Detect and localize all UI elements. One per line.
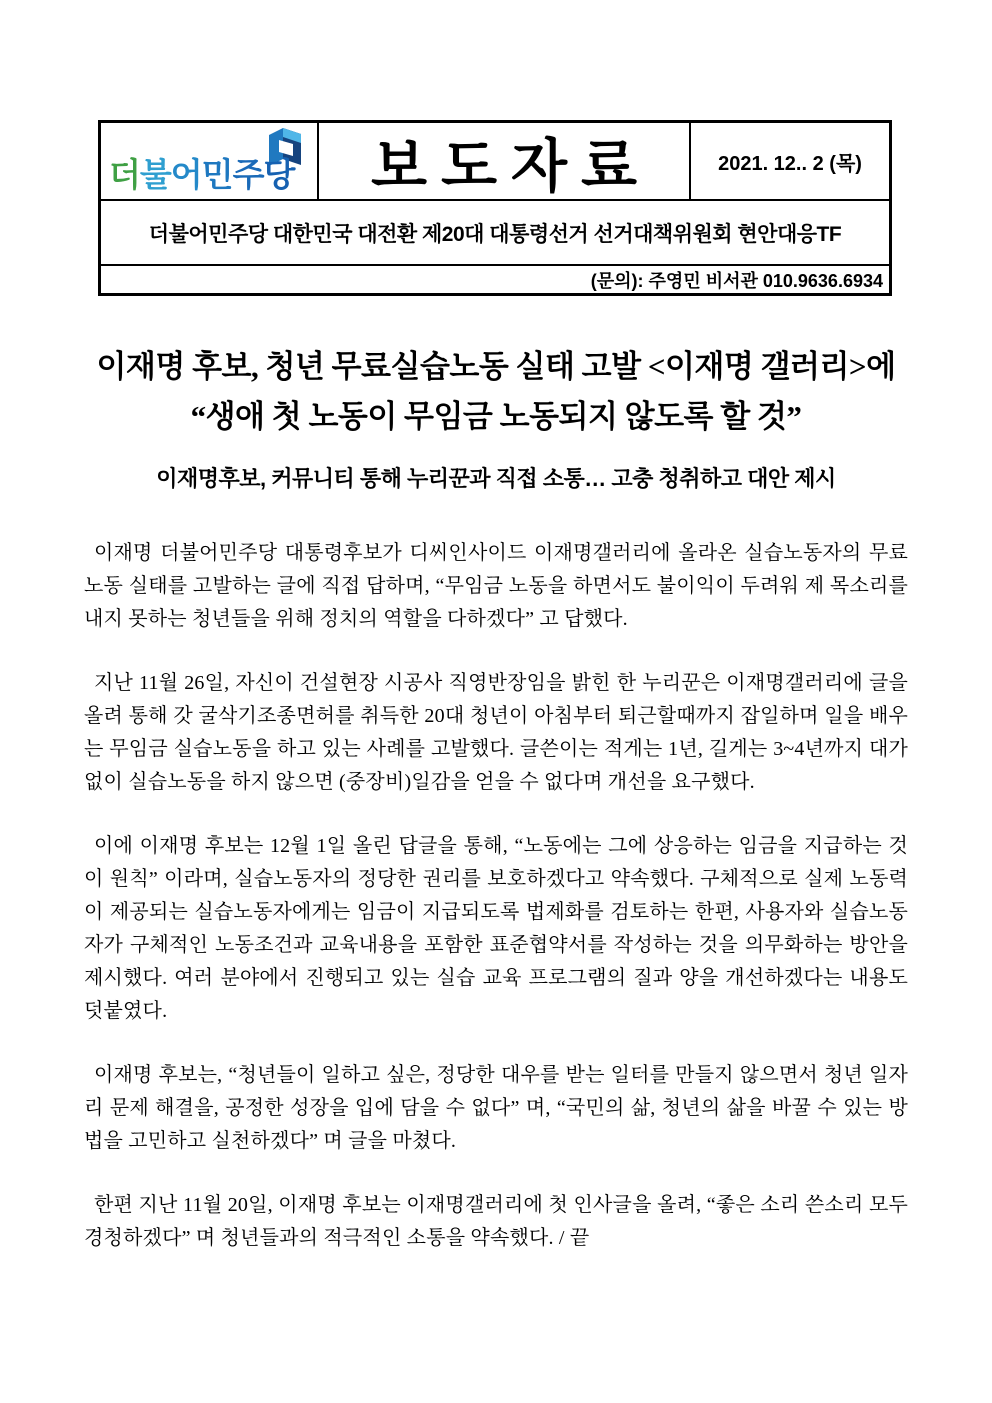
subheadline: 이재명후보, 커뮤니티 통해 누리꾼과 직접 소통… 고충 청취하고 대안 제시	[156, 466, 836, 491]
logo-char: 어	[170, 156, 202, 193]
press-release-title: 보도자료	[319, 123, 691, 199]
logo-char: 당	[263, 156, 295, 193]
logo-char: 더	[109, 156, 140, 193]
release-date: 2021. 12.. 2 (목)	[718, 152, 862, 175]
body-paragraph: 이재명 후보는, “청년들이 일하고 싶은, 정당한 대우를 받는 일터를 만들지 않으면서 청년 일자리 문제 해결을, 공정한 성장을 입에 담을 수 없다” 며, “국민의 삶, 청년의 삶을 바꿀 수 있는 방법을 고민하고 실천하겠다” 며 글을 마쳤다.	[84, 1064, 908, 1152]
body-paragraph: 지난 11월 26일, 자신이 건설현장 시공사 직영반장임을 밝힌 한 누리꾼은 이재명갤러리에 글을 올려 통해 갓 굴삭기조종면허를 취득한 20대 청년이 아침부터 퇴근할때까지 잡일하며 일을 배우는 무임금 실습노동을 하고 있는 사례를 고발했다. 글쓴이는 적게는 1년, 길게는 3~4년까지 대가 없이 실습노동을 하지 않으면 (중장비)일감을 얻을 수 없다며 개선을 요구했다.	[84, 672, 908, 793]
contact-line: (문의): 주영민 비서관 010.9636.6934	[590, 270, 883, 291]
party-logo-text	[109, 149, 294, 196]
body-paragraph: 이에 이재명 후보는 12월 1일 올린 답글을 통해, “노동에는 그에 상응하는 임금을 지급하는 것이 원칙” 이라며, 실습노동자의 정당한 권리를 보호하겠다고 약속했다. 구체적으로 실제 노동력이 제공되는 실습노동자에게는 임금이 지급되도록 법제화를 검토하는 한편, 사용자와 실습노동자가 구체적인 노동조건과 교육내용을 포함한 표준협약서를 작성하는 것을 의무화하는 방안을 제시했다. 여러 분야에서 진행되고 있는 실습 교육 프로그램의 질과 양을 개선하겠다는 내용도 덧붙였다.	[84, 835, 908, 1022]
headline-line2: “생애 첫 노동이 무임금 노동되지 않도록 할 것”	[190, 399, 802, 434]
body-paragraph: 한편 지난 11월 20일, 이재명 후보는 이재명갤러리에 첫 인사글을 올려, “좋은 소리 쓴소리 모두 경청하겠다” 며 청년들과의 적극적인 소통을 약속했다. / 끝	[84, 1194, 908, 1249]
headline	[0, 342, 992, 442]
committee-line: 더불어민주당 대한민국 대전환 제20대 대통령선거 선거대책위원회 현안대응TF	[101, 201, 889, 266]
logo-char: 민	[201, 156, 233, 193]
logo-char: 주	[232, 156, 264, 193]
headline-line1: 이재명 후보, 청년 무료실습노동 실태 고발 <이재명 갤러리>에	[96, 349, 896, 384]
party-logo	[101, 123, 319, 199]
header-top-row	[101, 123, 889, 201]
article-body	[84, 537, 908, 1255]
logo-char: 불	[139, 156, 171, 193]
body-paragraph: 이재명 더불어민주당 대통령후보가 디씨인사이드 이재명갤러리에 올라온 실습노동자의 무료노동 실태를 고발하는 글에 직접 답하며, “무임금 노동을 하면서도 불이익이 두려워 제 목소리를 내지 못하는 청년들을 위해 정치의 역할을 다하겠다” 고 답했다.	[84, 542, 908, 630]
press-release-header	[98, 120, 892, 296]
